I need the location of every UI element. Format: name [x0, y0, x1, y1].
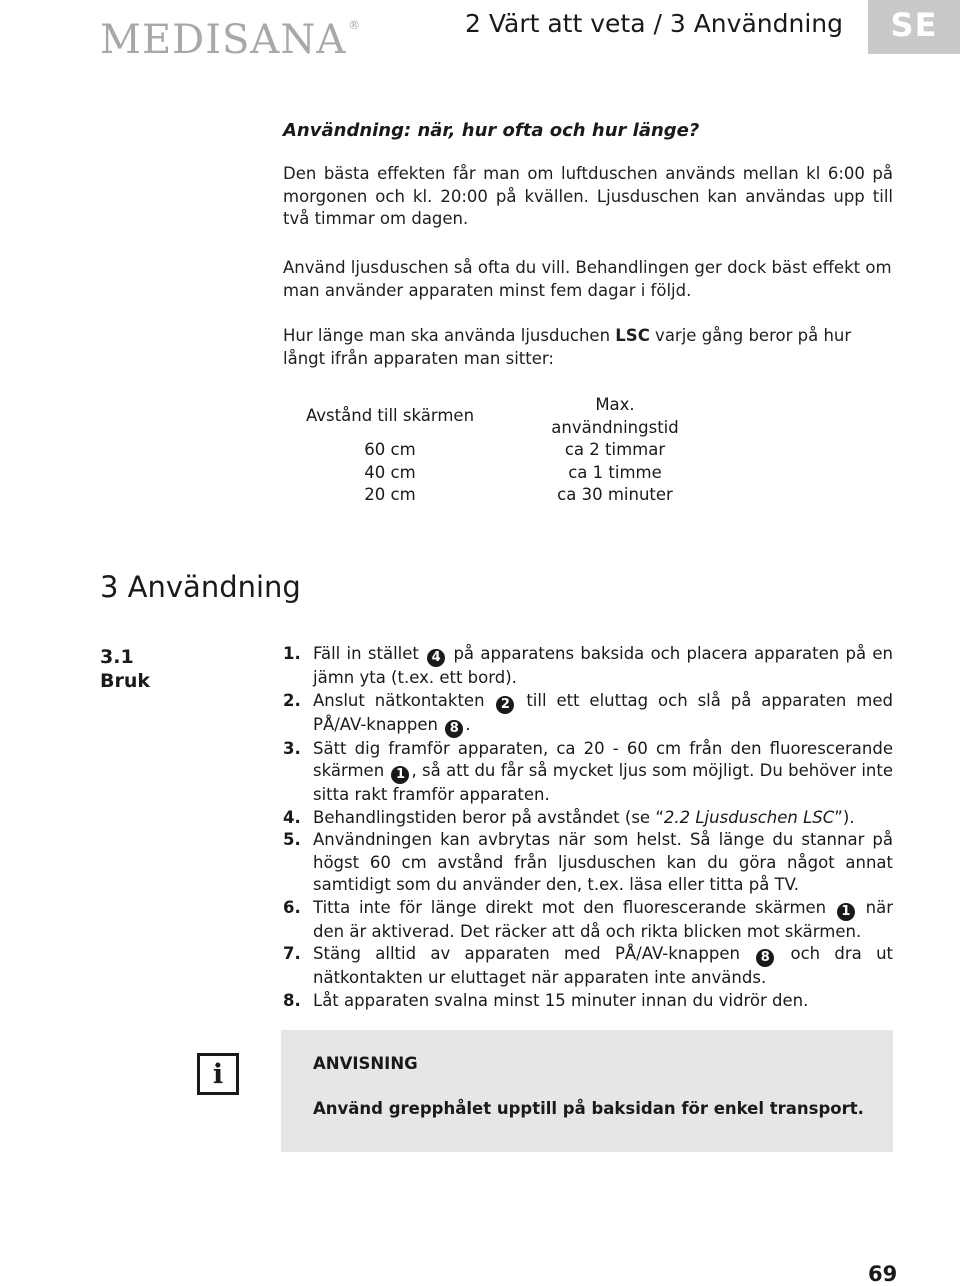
step-text-part: ”).	[834, 807, 855, 827]
table-row	[300, 462, 700, 485]
medisana-logo	[100, 2, 361, 63]
info-icon: i	[197, 1053, 239, 1095]
step-text-part: Fäll in stället	[313, 644, 426, 663]
list-item	[283, 807, 893, 830]
step-text-part: Stäng alltid av apparaten med PÅ/AV-knappen	[313, 944, 755, 963]
step-text: Låt apparaten svalna minst 15 minuter innan du vidrör den.	[313, 990, 809, 1010]
usage-paragraph-3-text-end: varje gång beror på hur långt ifrån apparaten man sitter:	[283, 326, 852, 368]
part-number-badge: 1	[391, 766, 409, 784]
section-title: 3 Användning	[100, 570, 301, 604]
step-text: Användningen kan avbrytas när som helst. Så länge du stannar på högst 60 cm avstånd från ljusduschen kan du göra något annat samtidigt som du använder den, t.ex. läsa eller titta på TV.	[313, 830, 893, 894]
usage-paragraph-1: Den bästa effekten får man om luftduschen används mellan kl 6:00 på morgonen och kl. 20:00 på kvällen. Ljusduschen kan användas upp till två timmar om dagen.	[283, 164, 893, 228]
step-text	[313, 738, 893, 807]
note-title: ANVISNING	[313, 1054, 418, 1073]
part-number-badge: 8	[445, 720, 463, 738]
distance-cell: 40 cm	[364, 462, 416, 482]
usage-paragraph-2: Använd ljusduschen så ofta du vill. Behandlingen ger dock bäst effekt om man använder apparaten minst fem dagar i följd.	[283, 258, 892, 300]
part-number-badge: 1	[837, 903, 855, 921]
lsc-label: LSC	[615, 326, 650, 345]
list-item	[283, 643, 893, 690]
table-row	[300, 484, 700, 507]
step-text	[313, 897, 893, 944]
distance-cell: 60 cm	[364, 440, 416, 459]
step-number: 1.	[283, 644, 301, 663]
step-number: 3.	[283, 738, 301, 758]
step-text	[313, 643, 893, 690]
time-cell: ca 2 timmar	[564, 440, 666, 459]
page-number: 69	[868, 1262, 898, 1286]
usage-paragraph-3-text: Hur länge man ska använda ljusduchen	[283, 326, 616, 345]
step-text-part: Anslut nätkontakten	[313, 690, 495, 710]
instruction-steps	[283, 643, 893, 1012]
max-time-column-header: Max. användningstid	[551, 395, 679, 437]
subsection-label	[100, 645, 150, 693]
step-text	[313, 690, 893, 738]
list-item	[283, 943, 893, 990]
step-number: 4.	[283, 807, 301, 827]
step-number: 2.	[283, 690, 301, 710]
subsection-title: Bruk	[100, 670, 151, 692]
step-text-part: och dra ut nätkontakten ur eluttaget när apparaten inte används.	[313, 944, 893, 987]
step-number: 5.	[283, 830, 301, 849]
page-header-title: 2 Värt att veta / 3 Användning	[465, 9, 843, 38]
step-number: 7.	[283, 944, 301, 963]
distance-table-header	[300, 394, 700, 439]
section-reference: 2.2 Ljusduschen LSC	[663, 807, 835, 827]
step-text	[313, 943, 893, 990]
step-text-part: när den är aktiverad. Det räcker att då och rikta blicken mot skärmen.	[313, 897, 893, 941]
list-item	[283, 829, 893, 897]
step-text-part: Behandlingstiden beror på avståndet (se “	[313, 807, 664, 827]
registered-mark: ®	[348, 18, 362, 32]
step-text	[313, 807, 893, 830]
time-cell: ca 1 timme	[568, 462, 662, 482]
distance-cell: 20 cm	[364, 485, 416, 504]
step-text-part: .	[465, 714, 471, 734]
list-item	[283, 897, 893, 944]
distance-column-header: Avstånd till skärmen	[305, 406, 475, 426]
list-item	[283, 738, 893, 807]
usage-paragraph-3	[283, 325, 893, 370]
time-cell: ca 30 minuter	[557, 485, 673, 504]
part-number-badge: 8	[756, 949, 774, 967]
step-text-part: Titta inte för länge direkt mot den fluorescerande skärmen	[313, 897, 835, 917]
distance-table	[300, 394, 700, 507]
table-row	[300, 439, 700, 462]
part-number-badge: 2	[496, 696, 514, 714]
language-tab: SE	[868, 0, 960, 54]
usage-heading: Användning: när, hur ofta och hur länge?	[283, 120, 700, 141]
step-text-part: , så att du får så mycket ljus som möjligt. Du behöver inte sitta rakt framför apparaten.	[313, 761, 893, 804]
step-number: 8.	[283, 990, 301, 1010]
step-text-part: till ett eluttag och slå på apparaten med PÅ/AV-knappen	[313, 690, 893, 734]
subsection-number: 3.1	[100, 646, 134, 668]
note-box	[281, 1030, 893, 1152]
list-item	[283, 990, 893, 1013]
step-number: 6.	[283, 897, 301, 917]
step-text-part: på apparatens baksida och placera apparaten på en jämn yta (t.ex. ett bord).	[313, 644, 894, 687]
part-number-badge: 4	[427, 649, 445, 667]
list-item	[283, 690, 893, 738]
logo-text: MEDISANA	[100, 17, 347, 63]
step-text-part: Sätt dig framför apparaten, ca 20 - 60 cm från den fluorescerande skärmen	[313, 738, 893, 780]
note-text: Använd grepphålet upptill på baksidan för enkel transport.	[313, 1099, 864, 1118]
